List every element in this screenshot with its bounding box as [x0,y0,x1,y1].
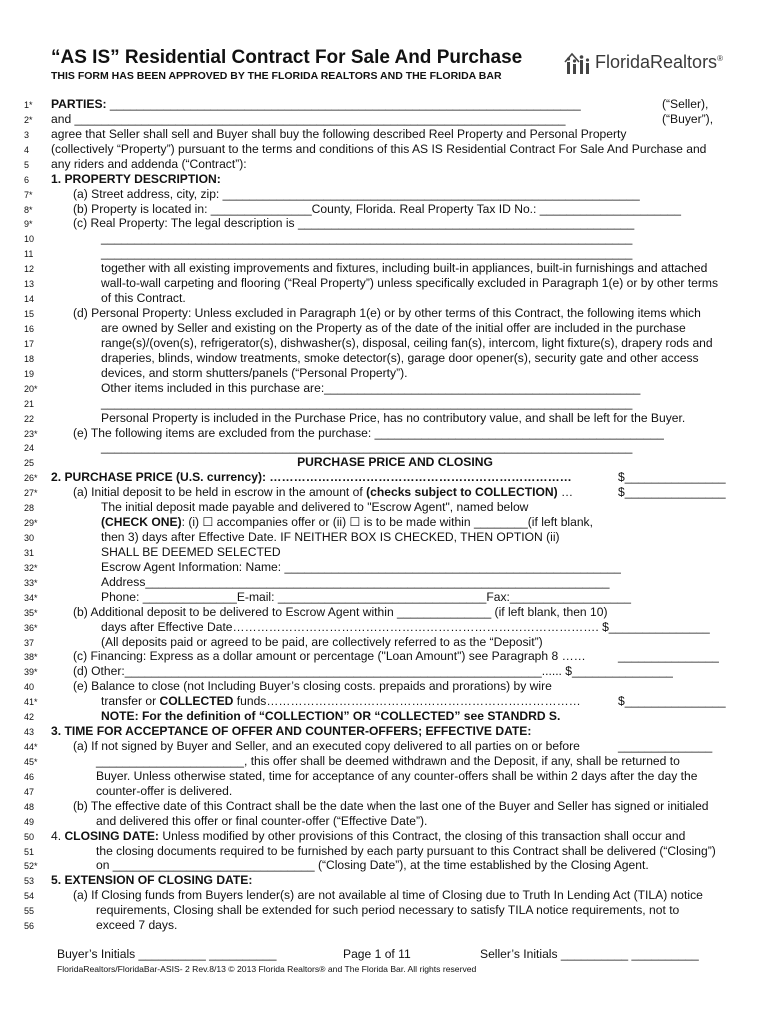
line-number: 33* [24,577,38,588]
line-number: 49 [24,816,35,827]
contract-line [0,470,770,485]
line-right-field: $_______________ [618,470,726,485]
line-number: 44* [24,742,38,752]
contract-line [0,261,770,276]
line-text: and delivered this offer or final counter-offer (“Effective Date”). [96,813,428,828]
line-right-field: _______________ [618,649,719,664]
contract-line [0,306,770,321]
contract-line [0,829,770,844]
contract-line [0,157,770,172]
contract-line [0,321,770,336]
line-number: 41* [24,697,38,708]
contract-line [0,575,770,590]
line-number: 19 [24,368,35,379]
line-number: 2* [24,114,33,125]
line-number: 17 [24,338,35,349]
line-number: 22 [24,413,35,424]
line-text: (collectively “Property”) pursuant to the terms and conditions of this AS IS Residential Contract For Sale And Purchase and [51,141,707,156]
line-number: 38* [24,652,38,663]
line-text: agree that Seller shall sell and Buyer shall buy the following described Reel Property and Personal Property [51,126,627,141]
line-text: Escrow Agent Information: Name: __________________________________________________ [101,559,621,574]
contract-line [0,231,770,246]
contract-line [0,635,770,650]
line-number: 54 [24,891,35,902]
contract-line [0,291,770,306]
line-number: 56 [24,921,35,932]
line-number: 8* [24,204,33,215]
contract-line [0,858,770,873]
line-number: 36* [24,622,38,633]
line-text: (b) Additional deposit to be delivered to Escrow Agent within ______________ (if left blank, then 10) [73,604,608,619]
contract-line [0,814,770,829]
line-text: then 3) days after Effective Date. IF NEITHER BOX IS CHECKED, THEN OPTION (ii) [101,530,560,544]
line-text: Personal Property is included in the Purchase Price, has no contributory value, and shall be left for the Buyer. [101,410,686,425]
line-text: (e) The following items are excluded from the purchase: ___________________________________________ [73,425,664,440]
contract-line [0,172,770,187]
line-number: 13 [24,279,35,290]
page-title: “AS IS” Residential Contract For Sale And Purchase [51,47,523,68]
contract-line [0,366,770,381]
line-text: together with all existing improvements and fixtures, including built-in appliances, built-in furnishings and attached [101,261,708,276]
contract-line [0,351,770,366]
approval-subtitle: THIS FORM HAS BEEN APPROVED BY THE FLORIDA REALTORS AND THE FLORIDA BAR [51,70,502,82]
line-number: 25 [24,458,35,469]
line-number: 31 [24,547,35,558]
line-number: 46 [24,771,35,782]
line-right-field: $_______________ [618,485,726,500]
line-text: and _________________________________________________________________________ [51,111,566,126]
line-text: exceed 7 days. [96,918,178,933]
line-text: on ______________________________ (“Closing Date”), at the time established by the Closing Agent. [96,858,649,873]
contract-line [0,485,770,500]
contract-line [0,440,770,455]
contract-line [0,426,770,441]
contract-line [0,784,770,799]
line-number: 34* [24,592,38,603]
contract-line [0,873,770,888]
line-text: Address_____________________________________________________________________ [101,574,610,589]
line-text: (a) Initial deposit to be held in escrow in the amount of (checks subject to COLLECTION) … [73,485,574,500]
line-right-field: $_______________ [618,694,726,709]
line-number: 4 [24,144,30,155]
contract-line [0,381,770,396]
line-number: 40 [24,682,35,693]
contract-line [0,455,770,470]
contract-line [0,724,770,739]
line-text: (d) Personal Property: Unless excluded in Paragraph 1(e) or by other terms of this Contract, the following items which [73,306,701,320]
contract-line [0,694,770,709]
line-text: PURCHASE PRICE AND CLOSING [297,455,493,470]
contract-line [0,545,770,560]
contract-line [0,515,770,530]
contract-line [0,560,770,575]
line-text: _______________________________________________________________________________ [101,440,633,455]
line-text: 3. TIME FOR ACCEPTANCE OF OFFER AND COUNTER-OFFERS; EFFECTIVE DATE: [51,724,532,739]
line-text: (a) If not signed by Buyer and Seller, and an executed copy delivered to all parties on or before [73,739,580,753]
contract-line [0,739,770,754]
contract-line [0,276,770,291]
contract-line [0,336,770,351]
line-number: 32* [24,562,38,573]
line-number: 39* [24,667,38,678]
line-number: 21 [24,398,35,409]
line-text: Phone: ______________E-mail: _______________________________Fax:__________________ [101,589,631,604]
line-text: (e) Balance to close (not Including Buyer’s closing costs. prepaids and prorations) by wire [73,679,552,694]
line-text: 1. PROPERTY DESCRIPTION: [51,171,221,186]
line-text: ______________________, this offer shall be deemed withdrawn and the Deposit, if any, shall be returned to [96,753,680,768]
line-text: (a) If Closing funds from Buyers lender(s) are not available al time of Closing due to Truth In Lending Act (TILA) notice [73,888,703,903]
logo-registered-mark: ® [717,54,723,63]
line-text: devices, and storm shutters/panels (“Personal Property”). [101,365,408,380]
line-number: 16 [24,323,35,334]
line-text: any riders and addenda (“Contract”): [51,156,247,171]
contract-line [0,903,770,918]
line-text: PARTIES: ______________________________________________________________________ [51,97,581,111]
line-right-field: ______________ [618,739,713,753]
line-number: 24 [24,443,35,454]
contract-line [0,754,770,769]
line-number: 5 [24,159,30,170]
contract-line [0,590,770,605]
line-text: (CHECK ONE): (i) ☐ accompanies offer or (ii) ☐ is to be made within ________(if left blank, [101,515,593,529]
line-text: of this Contract. [101,291,186,306]
line-text: 2. PURCHASE PRICE (U.S. currency): ………………………………………………………………… [51,470,572,485]
contract-line [0,187,770,202]
line-text: _______________________________________________________________________________ [101,246,633,261]
line-text: (b) The effective date of this Contract shall be the date when the last one of the Buyer and Seller has signed or initialed [73,798,709,813]
line-text: (b) Property is located in: _______________County, Florida. Real Property Tax ID No.: _____________________ [73,201,682,216]
line-right-field: (“Buyer”), [662,111,714,126]
line-number: 18 [24,353,35,364]
line-number: 9* [24,219,33,230]
line-number: 29* [24,518,38,528]
contract-line [0,605,770,620]
line-text: 4. CLOSING DATE: Unless modified by other provisions of this Contract, the closing of this transaction shall occur and [51,828,686,843]
contract-line [0,112,770,127]
line-number: 51 [24,846,35,857]
line-text: counter-offer is delivered. [96,783,233,798]
line-number: 3 [24,129,30,140]
buyer-initials: Buyer’s Initials __________ __________ [57,947,277,961]
line-text: the closing documents required to be furnished by each party pursuant to this Contract shall be delivered (“Closing”) [96,843,716,858]
line-number: 15 [24,309,35,319]
line-number: 28 [24,503,35,514]
contract-line [0,127,770,142]
contract-line [0,500,770,515]
contract-line [0,142,770,157]
line-text: transfer or COLLECTED funds…………………………………………………………………… [101,694,581,709]
line-text: _______________________________________________________________________________ [101,231,633,246]
line-text: (d) Other:______________________________________________________________...... $_______________ [73,664,673,679]
line-number: 11 [24,249,34,260]
line-number: 27* [24,488,38,499]
line-number: 48 [24,801,35,812]
copyright-line: FloridaRealtors/FloridaBar-ASIS- 2 Rev.8/13 © 2013 Florida Realtors® and The Florida Bar. All rights reserved [57,964,477,974]
line-number: 43 [24,727,35,738]
line-text: range(s)/(oven(s), refrigerator(s), dishwasher(s), disposal, ceiling fan(s), intercom, light fixture(s), drapery rods and [101,335,713,350]
contract-line [0,246,770,261]
contract-line [0,918,770,933]
line-text: (a) Street address, city, zip: ______________________________________________________________ [73,186,640,201]
line-number: 52* [24,861,38,872]
line-text: (c) Real Property: The legal description is __________________________________________________ [73,216,635,231]
contract-line [0,769,770,784]
line-number: 10 [24,234,35,245]
contract-line [0,97,770,112]
line-text: days after Effective Date………………………………………………………………………………. $_______________ [101,619,710,634]
contract-line [0,216,770,231]
contract-line [0,664,770,679]
contract-line [0,844,770,859]
line-text: The initial deposit made payable and delivered to "Escrow Agent", named below [101,500,529,515]
line-number: 6 [24,174,30,185]
line-number: 47 [24,786,35,797]
seller-initials: Seller’s Initials __________ __________ [480,947,699,961]
line-number: 1* [24,100,33,110]
line-number: 20* [24,383,38,394]
line-text: requirements, Closing shall be extended for such period necessary to satisfy TILA notice requirements, not to [96,903,680,918]
logo-text-florida: Florida [595,52,651,72]
page-number: Page 1 of 11 [343,947,411,961]
line-text: Buyer. Unless otherwise stated, time for acceptance of any counter-offers shall be within 2 days after the day the [96,768,698,783]
contract-line [0,396,770,411]
line-number: 45* [24,756,38,767]
line-text: draperies, blinds, window treatments, smoke detector(s), garage door opener(s), security gate and other access [101,350,699,365]
line-number: 42 [24,712,35,723]
contract-line [0,202,770,217]
line-text: Other items included in this purchase are:_______________________________________________ [101,380,641,395]
line-number: 55 [24,906,35,917]
line-number: 26* [24,473,38,484]
line-text: wall-to-wall carpeting and flooring (“Real Property”) unless specifically excluded in Paragraph 1(e) or by other terms [101,276,719,291]
line-number: 35* [24,607,38,618]
contract-line [0,411,770,426]
line-text: _______________________________________________________________________________ [101,395,633,410]
line-text: (All deposits paid or agreed to be paid, are collectively referred to as the “Deposit”) [101,634,543,649]
line-number: 7* [24,189,33,200]
contract-line [0,799,770,814]
line-text: NOTE: For the definition of “COLLECTION” OR “COLLECTED” see STANDRD S. [101,709,561,724]
contract-line [0,530,770,545]
line-text: 5. EXTENSION OF CLOSING DATE: [51,873,253,888]
line-right-field: (“Seller), [662,97,709,111]
contract-line [0,649,770,664]
line-number: 50 [24,831,35,842]
line-text: SHALL BE DEEMED SELECTED [101,544,281,559]
line-text: are owned by Seller and existing on the Property as of the date of the initial offer are included in the purchase [101,320,686,335]
contract-line [0,888,770,903]
line-number: 30 [24,533,35,543]
line-number: 23* [24,428,38,439]
contract-line [0,679,770,694]
contract-line [0,709,770,724]
contract-line [0,620,770,635]
line-number: 53 [24,876,35,887]
line-number: 12 [24,264,35,275]
line-number: 37 [24,637,35,648]
line-number: 14 [24,294,35,305]
line-text: (c) Financing: Express as a dollar amount or percentage ("Loan Amount") see Paragraph 8 …… [73,649,586,664]
logo-text-realtors: Realtors [650,52,718,72]
